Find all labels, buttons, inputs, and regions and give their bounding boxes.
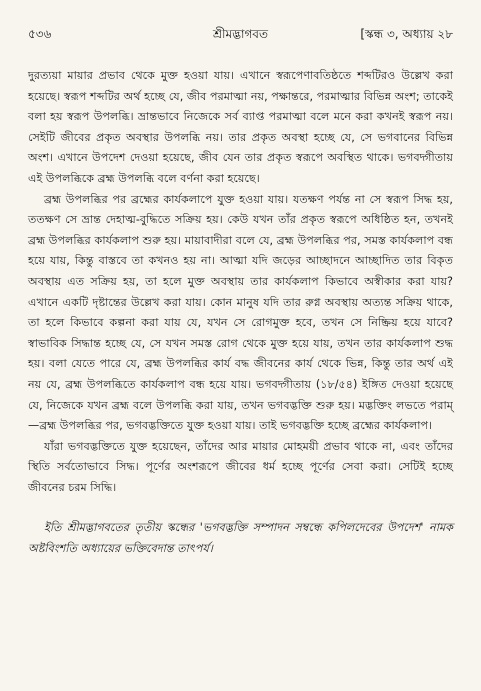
chapter-colophon: ইতি শ্রীমদ্ভাগবতের তৃতীয় স্কন্ধের 'ভগবদ্ভক্তি সম্পাদন সম্বন্ধে কপিলদেবের উপদেশ' নামক অষ্টবিংশতি অধ্যায়ের ভক্তিবেদান্ত তাৎপর্য। [28,521,453,556]
chapter-reference: [স্কন্ধ ৩, অধ্যায় ২৮ [360,27,453,41]
page-number: ৫৩৬ [28,27,52,41]
purport-text [28,66,453,498]
book-title: শ্রীমদ্ভাগবত [212,27,268,41]
page-header [28,26,453,46]
paragraph-3: যাঁরা ভগবদ্ভক্তিতে যুক্ত হয়েছেন, তাঁদের আর মায়ার মোহময়ী প্রভাব থাকে না, এবং তাঁদের স্থিতি সর্বতোভাবে সিদ্ধ। পূর্ণের অংশরূপে জীবের ধর্ম হচ্ছে পূর্ণের সেবা করা। সেটিই হচ্ছে জীবনের চরম সিদ্ধি। [28,439,453,494]
paragraph-1: দুরত্যয়া মায়ার প্রভাব থেকে মুক্ত হওয়া যায়। এখানে স্বরূপেণাবতিষ্ঠতে শব্দটিরও উল্লেখ করা হয়েছে। স্বরূপ শব্দটির অর্থ হচ্ছে যে, জীব পরমাত্মা নয়, পক্ষান্তরে, পরমাত্মার বিভিন্ন অংশ; তাকেই বলা হয় স্বরূপ উপলব্ধি। ভ্রান্তভাবে নিজেকে সর্ব ব্যাপ্ত পরমাত্মা বলে মনে করা কখনই স্বরূপ নয়। সেইটি জীবের প্রকৃত অবস্থার উপলব্ধি নয়। তার প্রকৃত অবস্থা হচ্ছে যে, সে ভগবানের বিভিন্ন অংশ। এখানে উপদেশ দেওয়া হয়েছে, জীব যেন তার প্রকৃত স্বরূপে অবস্থিত থাকে। ভগবদ্গীতায় এই উপলব্ধিকে ব্রহ্ম উপলব্ধি বলে বর্ণনা করা হয়েছে। [28,69,453,185]
paragraph-2: ব্রহ্ম উপলব্ধির পর ব্রহ্মের কার্যকলাপে যুক্ত হওয়া যায়। যতক্ষণ পর্যন্ত না সে স্বরূপ সিদ্ধ হয়, ততক্ষণ সে ভ্রান্ত দেহাত্ম-বুদ্ধিতে সক্রিয় হয়। কেউ যখন তাঁর প্রকৃত স্বরূপে অধিষ্ঠিত হন, তখনই ব্রহ্ম উপলব্ধির কার্যকলাপ শুরু হয়। মায়াবাদীরা বলে যে, ব্রহ্ম উপলব্ধির পর, সমস্ত কার্যকলাপ বন্ধ হয়ে যায়, কিন্তু বাস্তবে তা কখনও হয় না। আত্মা যদি জড়ের আচ্ছাদনে আচ্ছাদিত তার বিকৃত অবস্থায় এত সক্রিয় হয়, তা হলে মুক্ত অবস্থায় তার কার্যকলাপ কিভাবে অস্বীকার করা যায়? এখানে একটি দৃষ্টান্তের উল্লেখ করা যায়। কোন মানুষ যদি তার রুগ্ন অবস্থায় অত্যন্ত সক্রিয় থাকে, তা হলে কিভাবে কল্পনা করা যায় যে, যখন সে রোগমুক্ত হবে, তখন সে নিষ্ক্রিয় হয়ে যাবে? স্বাভাবিক সিদ্ধান্ত হচ্ছে যে, সে যখন সমস্ত রোগ থেকে মুক্ত হয়ে যায়, তখন তার কার্যকলাপ শুদ্ধ হয়। বলা যেতে পারে যে, ব্রহ্ম উপলব্ধির কার্য বদ্ধ জীবনের কার্য থেকে ভিন্ন, কিন্তু তার অর্থ এই নয় যে, ব্রহ্ম উপলব্ধিতে কার্যকলাপ বন্ধ হয়ে যায়। ভগবদ্গীতায় (১৮/৫৪) ইঙ্গিত দেওয়া হয়েছে যে, নিজেকে যখন ব্রহ্ম বলে উপলব্ধি করা যায়, তখন ভগবদ্ভক্তি শুরু হয়। মদ্ভক্তিং লভতে পরাম্—ব্রহ্ম উপলব্ধির পর, ভগবদ্ভক্তিতে যুক্ত হওয়া যায়। তাই ভগবদ্ভক্তি হচ্ছে ব্রহ্মের কার্যকলাপ। [28,192,453,433]
